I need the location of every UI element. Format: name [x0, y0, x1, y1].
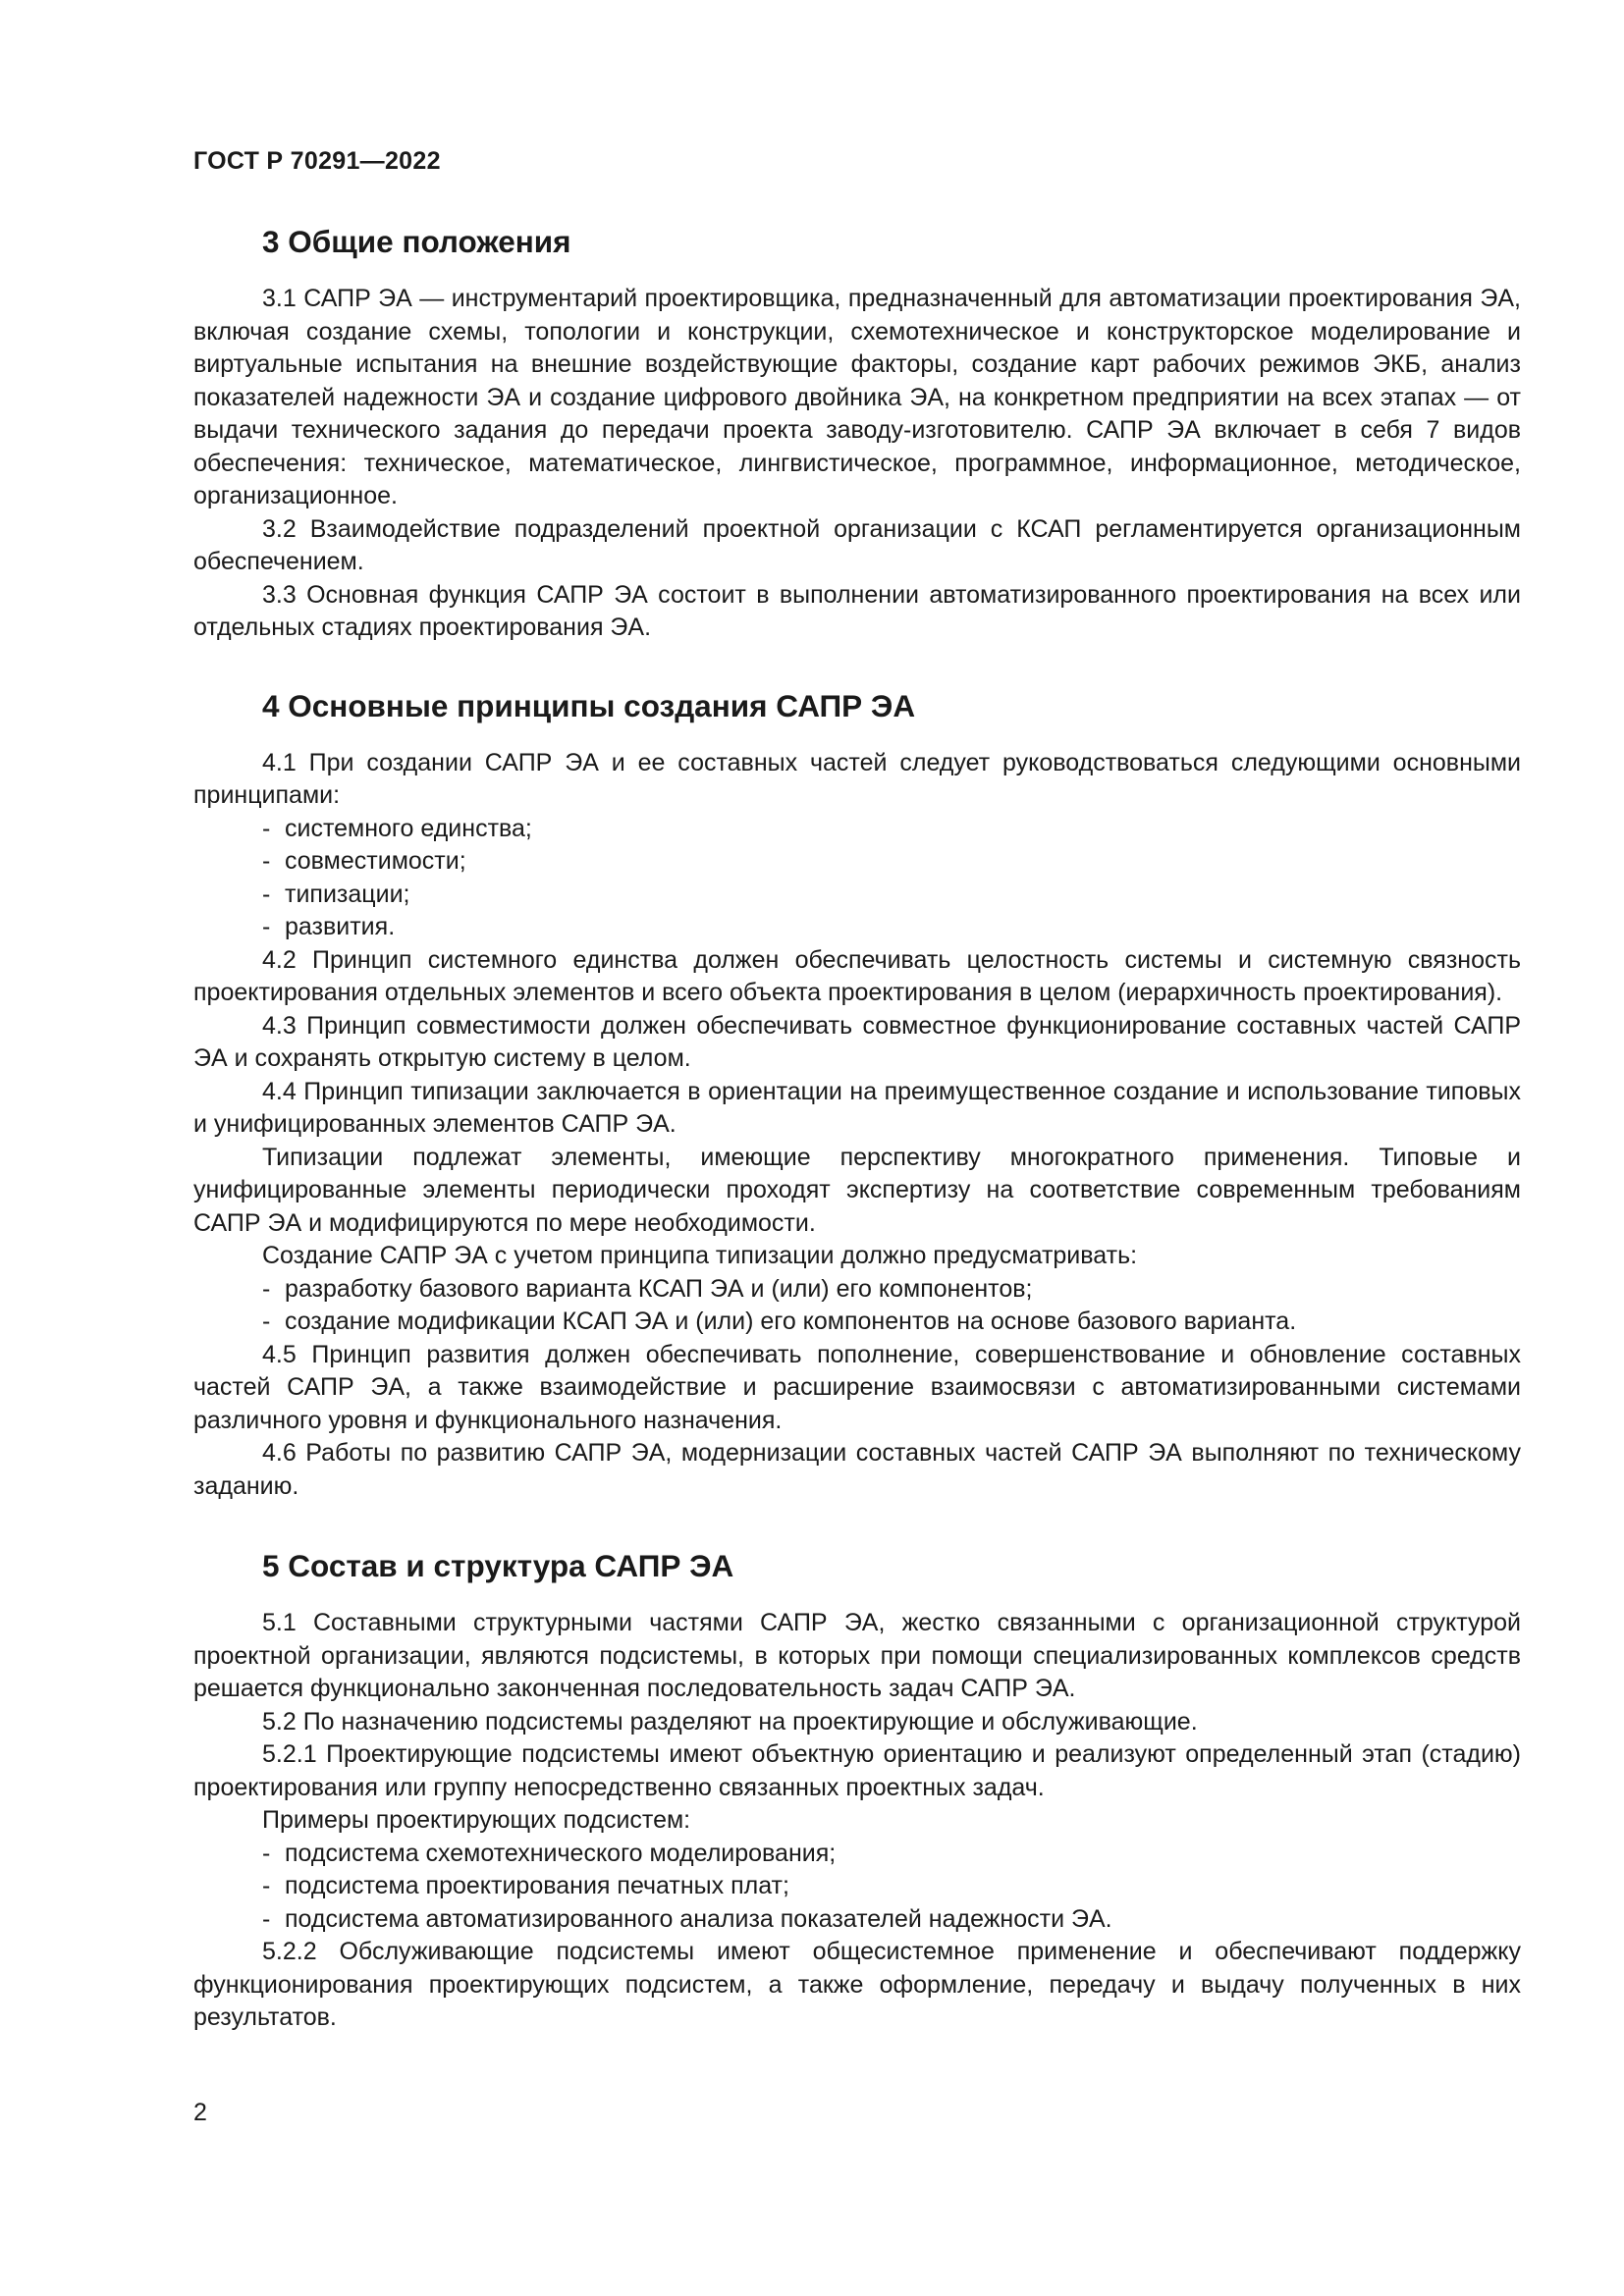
paragraph-5-2-1: 5.2.1 Проектирующие подсистемы имеют объектную ориентацию и реализуют определенный этап (стадию) проектирования или группу непосредственно связанных проектных задач.: [193, 1740, 1521, 1801]
paragraph-5-2-1-examples: Примеры проектирующих подсистем:: [262, 1806, 691, 1834]
section-3-title: 3 Общие положения: [262, 224, 571, 259]
list-item: - типизации;: [262, 880, 410, 908]
list-item: - подсистема проектирования печатных плат;: [262, 1872, 789, 1899]
paragraph-4-6: 4.6 Работы по развитию САПР ЭА, модернизации составных частей САПР ЭА выполняют по техническому заданию.: [193, 1439, 1521, 1500]
list-item: - разработку базового варианта КСАП ЭА и (или) его компонентов;: [262, 1274, 1033, 1303]
paragraph-4-4-typification: Типизации подлежат элементы, имеющие перспективу многократного применения. Типовые и унифицированные элементы периодически проходят экспертизу на соответствие современным требованиям САПР ЭА и модифицируются по мере необходимости.: [193, 1143, 1521, 1237]
typification-list: [193, 1273, 1521, 1339]
document-code: ГОСТ Р 70291—2022: [193, 147, 441, 175]
section-4-title: 4 Основные принципы создания САПР ЭА: [262, 687, 916, 723]
paragraph-4-1: 4.1 При создании САПР ЭА и ее составных частей следует руководствоваться следующими основными принципами:: [193, 748, 1521, 809]
paragraph-4-4: 4.4 Принцип типизации заключается в ориентации на преимущественное создание и использование типовых и унифицированных элементов САПР ЭА.: [193, 1077, 1521, 1138]
subsystems-list: [193, 1838, 1521, 1937]
paragraph-3-1: 3.1 САПР ЭА — инструментарий проектировщика, предназначенный для автоматизации проектирования ЭА, включая создание схемы, топологии и конструкции, схемотехническое и конструкторское моделирование и виртуальные испытания на внешние воздействующие факторы, создание карт рабочих режимов ЭКБ, анализ показателей надежности ЭА и создание цифрового двойника ЭА, на конкретном предприятии на всех этапах — от выдачи технического задания до передачи проекта заводу-изготовителю. САПР ЭА включает в себя 7 видов обеспечения: техническое, математическое, лингвистическое, программное, информационное, методическое, организационное.: [193, 285, 1521, 509]
paragraph-4-2: 4.2 Принцип системного единства должен обеспечивать целостность системы и системную связность проектирования отдельных элементов и всего объекта проектирования в целом (иерархичность проектирования).: [193, 945, 1521, 1006]
paragraph-4-3: 4.3 Принцип совместимости должен обеспечивать совместное функционирование составных частей САПР ЭА и сохранять открытую систему в целом.: [193, 1011, 1521, 1072]
list-item: - совместимости;: [262, 847, 466, 875]
paragraph-4-5: 4.5 Принцип развития должен обеспечивать пополнение, совершенствование и обновление составных частей САПР ЭА, а также взаимодействие и расширение взаимосвязи с автоматизированными системами различного уровня и функционального назначения.: [193, 1340, 1521, 1434]
list-item: - подсистема схемотехнического моделирования;: [262, 1839, 837, 1867]
paragraph-3-2: 3.2 Взаимодействие подразделений проектной организации с КСАП регламентируется организационным обеспечением.: [193, 514, 1521, 575]
list-item: - подсистема автоматизированного анализа показателей надежности ЭА.: [262, 1904, 1112, 1933]
paragraph-5-1: 5.1 Составными структурными частями САПР ЭА, жестко связанными с организационной структурой проектной организации, являются подсистемы, в которых при помощи специализированных комплексов средств решается функционально законченная последовательность задач САПР ЭА.: [193, 1609, 1521, 1702]
paragraph-5-2: 5.2 По назначению подсистемы разделяют на проектирующие и обслуживающие.: [262, 1707, 1198, 1735]
page-number: 2: [193, 2099, 207, 2126]
list-item: - развития.: [262, 913, 396, 940]
document-body: [193, 222, 1521, 2035]
paragraph-4-4-creation: Создание САПР ЭА с учетом принципа типизации должно предусматривать:: [262, 1242, 1138, 1269]
principles-list: [193, 813, 1521, 944]
list-item: - создание модификации КСАП ЭА и (или) его компонентов на основе базового варианта.: [262, 1308, 1297, 1335]
paragraph-3-3: 3.3 Основная функция САПР ЭА состоит в выполнении автоматизированного проектирования на всех или отдельных стадиях проектирования ЭА.: [193, 580, 1521, 641]
list-item: - системного единства;: [262, 814, 532, 842]
section-5-title: 5 Состав и структура САПР ЭА: [262, 1548, 734, 1583]
paragraph-5-2-2: 5.2.2 Обслуживающие подсистемы имеют общесистемное применение и обеспечивают поддержку функционирования проектирующих подсистем, а также оформление, передачу и выдачу полученных в них результатов.: [193, 1938, 1521, 2031]
